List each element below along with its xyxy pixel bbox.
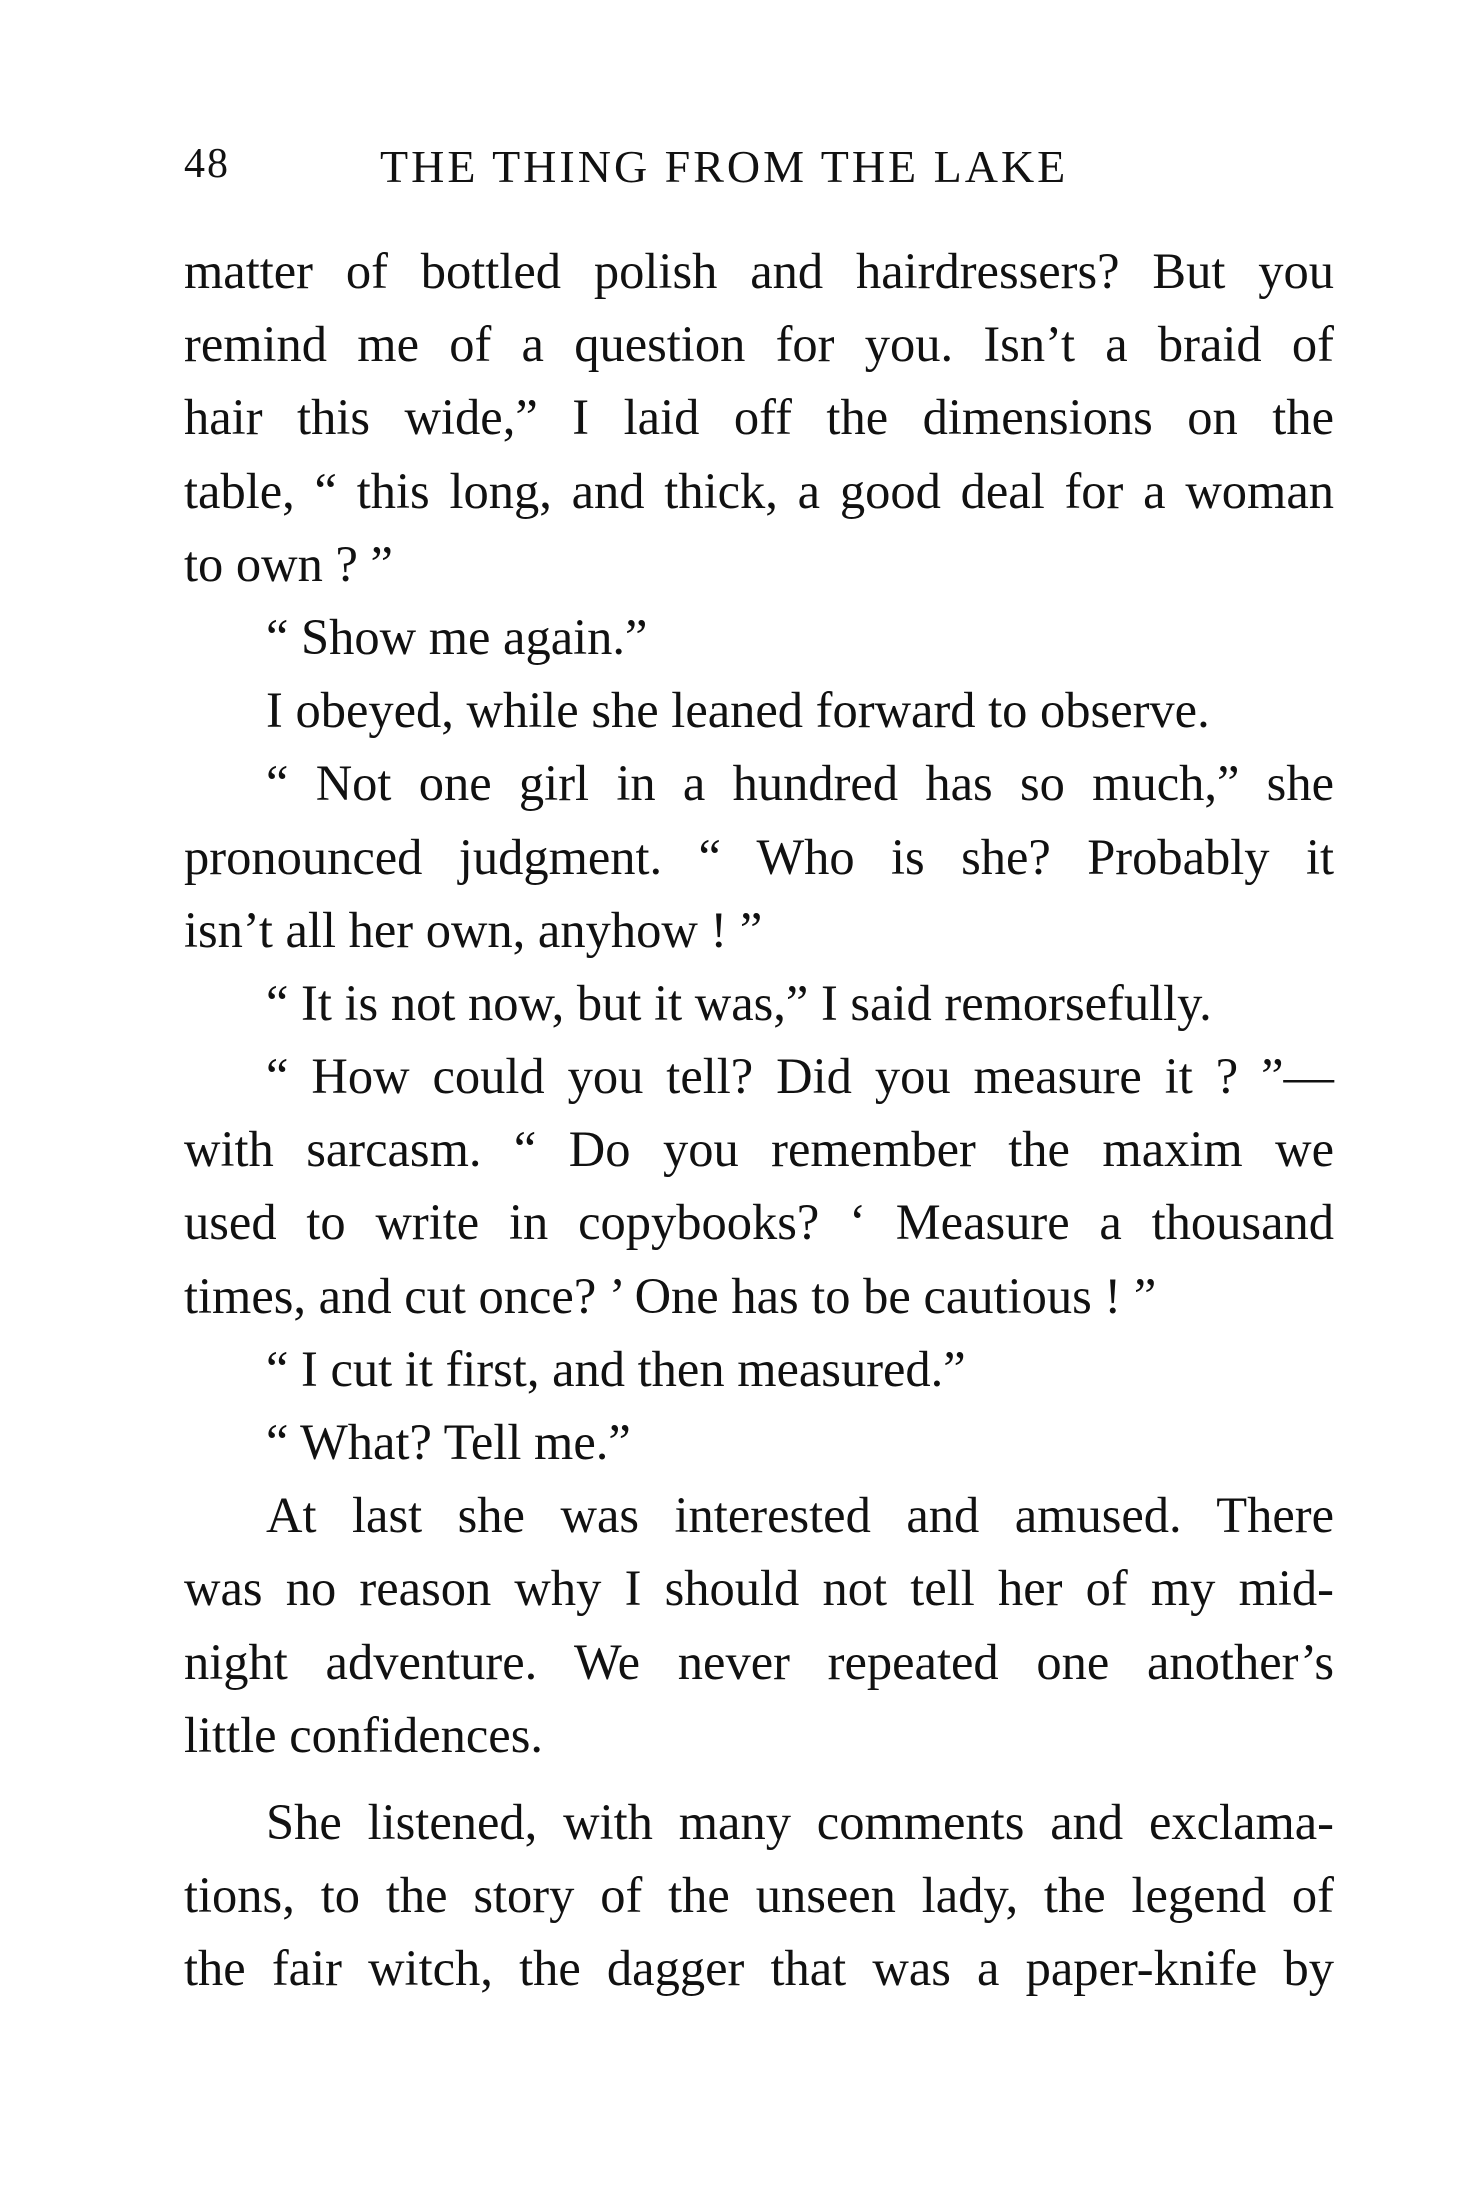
paragraph-gap bbox=[184, 1772, 1334, 1786]
text-line: used to write in copybooks? ‘ Measure a thousand bbox=[184, 1194, 1334, 1251]
paragraph bbox=[184, 1040, 1334, 1333]
paragraph bbox=[184, 1479, 1334, 1772]
text-line: with sarcasm. “ Do you remember the maxim we bbox=[184, 1121, 1334, 1178]
page-number: 48 bbox=[184, 141, 230, 187]
text-line: night adventure. We never repeated one another’s bbox=[184, 1633, 1334, 1690]
body-text bbox=[184, 235, 1334, 2006]
text-line: “ It is not now, but it was,” I said remorsefully. bbox=[266, 974, 1212, 1031]
text-line: “ How could you tell? Did you measure it ? ”— bbox=[266, 1048, 1334, 1105]
running-head bbox=[184, 140, 1334, 200]
text-line: tions, to the story of the unseen lady, the legend of bbox=[184, 1867, 1334, 1924]
text-line: the fair witch, the dagger that was a paper-knife by bbox=[184, 1940, 1334, 1997]
text-line: little confidences. bbox=[184, 1706, 543, 1763]
text-line: “ I cut it first, and then measured.” bbox=[266, 1340, 966, 1397]
paragraph bbox=[184, 601, 1334, 674]
text-line: hair this wide,” I laid off the dimensions on the bbox=[184, 389, 1334, 446]
text-line: She listened, with many comments and exclama- bbox=[266, 1793, 1334, 1850]
text-line: isn’t all her own, anyhow ! ” bbox=[184, 901, 763, 958]
text-line: I obeyed, while she leaned forward to observe. bbox=[266, 682, 1210, 739]
text-line: table, “ this long, and thick, a good deal for a woman bbox=[184, 462, 1334, 519]
text-line: matter of bottled polish and hairdressers? But you bbox=[184, 243, 1334, 299]
paragraph bbox=[184, 747, 1334, 967]
text-line: to own ? ” bbox=[184, 535, 393, 592]
running-title: THE THING FROM THE LAKE bbox=[380, 141, 1069, 192]
text-line: times, and cut once? ’ One has to be cautious ! ” bbox=[184, 1267, 1157, 1324]
text-line: pronounced judgment. “ Who is she? Probably it bbox=[184, 828, 1334, 885]
text-line: “ What? Tell me.” bbox=[266, 1414, 631, 1470]
paragraph bbox=[184, 1333, 1334, 1406]
text-line: “ Not one girl in a hundred has so much,” she bbox=[266, 755, 1334, 812]
paragraph bbox=[184, 967, 1334, 1040]
text-line: was no reason why I should not tell her of my mid- bbox=[184, 1560, 1334, 1617]
text-line: “ Show me again.” bbox=[266, 608, 648, 665]
text-line: At last she was interested and amused. There bbox=[266, 1487, 1334, 1544]
paragraph bbox=[184, 235, 1334, 601]
paragraph bbox=[184, 1786, 1334, 2006]
paragraph bbox=[184, 674, 1334, 747]
paragraph bbox=[184, 1406, 1334, 1479]
text-line: remind me of a question for you. Isn’t a braid of bbox=[184, 316, 1334, 373]
